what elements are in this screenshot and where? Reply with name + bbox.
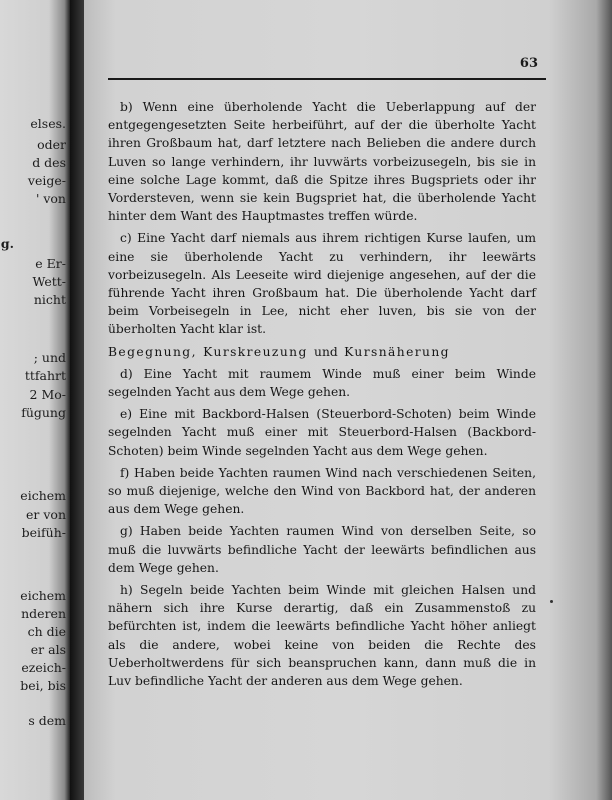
header-rule	[108, 78, 546, 80]
paragraph-b: b) Wenn eine überholende Yacht die Ueberlappung auf der entgegengesetzten Seite herbeiführt, auf der die überholte Yacht ihren Großbaum hat, darf letztere nach Belieben die andere durch Luven so lange verhindern, ihr luvwärts vorbeizusegeln, bis sie in eine solche Lage kommt, daß die Spitze ihres Bugspriets oder ihr Vordersteven, wenn sie kein Bugspriet hat, die überholende Yacht hinter dem Want des Hauptmastes treffen würde.	[108, 100, 536, 224]
left-fragment: 2 Mo-	[29, 387, 66, 402]
paragraph-f: f) Haben beide Yachten raumen Wind nach verschiedenen Seiten, so muß diejenige, welche den Wind von Backbord hat, der anderen aus dem Wege gehen.	[108, 465, 536, 517]
left-fragment: g.	[0, 236, 14, 251]
left-fragment: eichem	[20, 588, 66, 603]
left-fragment: oder	[37, 137, 66, 152]
left-page	[0, 0, 70, 800]
book-gutter	[70, 0, 84, 800]
paragraph-c: c) Eine Yacht darf niemals aus ihrem richtigen Kurse laufen, um eine sie überholende Yacht zu verhindern, ihr leewärts vorbeizusegeln. Als Leeseite wird diejenige angesehen, auf der die führende Yacht ihren Großbaum hat. Die überholende Yacht darf beim Vorbeisegeln in Lee, nicht eher luven, bis sie von der überholten Yacht klar ist.	[108, 231, 536, 337]
left-fragment: d des	[32, 155, 66, 170]
left-fragment: nderen	[21, 606, 66, 621]
left-fragment: bei, bis	[20, 678, 66, 693]
left-fragment: nicht	[33, 292, 66, 307]
left-fragment: s dem	[28, 713, 66, 728]
heading-part-1: Begegnung, Kurskreuzung	[108, 344, 308, 359]
left-fragment: Wett-	[32, 274, 66, 289]
left-fragment: veige-	[27, 173, 66, 188]
heading-part-2: Kursnäherung	[344, 344, 450, 359]
heading-connector: und	[314, 344, 338, 359]
left-fragment: beifüh-	[21, 525, 66, 540]
left-fragment: fügung	[21, 405, 66, 420]
left-fragment: e Er-	[35, 256, 66, 271]
paragraph-d: d) Eine Yacht mit raumem Winde muß einer beim Winde segelnden Yacht aus dem Wege gehen.	[108, 366, 536, 400]
left-fragment: ' von	[35, 191, 66, 206]
paragraph-e: e) Eine mit Backbord-Halsen (Steuerbord-Schoten) beim Winde segelnden Yacht muß einer mit Steuerbord-Halsen (Backbord-Schoten) beim Winde segelnden Yacht aus dem Wege gehen.	[108, 407, 536, 458]
left-fragment: ezeich-	[21, 660, 66, 675]
left-fragment: ; und	[33, 350, 66, 365]
left-fragment: ttfahrt	[24, 368, 66, 383]
left-fragment: eichem	[20, 488, 66, 503]
left-fragment: er von	[26, 507, 66, 522]
left-fragment: ch die	[27, 624, 66, 639]
paragraph-g: g) Haben beide Yachten raumen Wind von derselben Seite, so muß die luvwärts befindliche Yacht der leewärts befindlichen aus dem Wege gehen.	[108, 524, 536, 575]
page-number: 63	[519, 56, 538, 71]
paragraph-h: h) Segeln beide Yachten beim Winde mit gleichen Halsen und nähern sich ihre Kurse derartig, daß ein Zusammenstoß zu befürchten ist, indem die leewärts befindliche Yacht höher anliegt als die andere, wobei keine von beiden die Rechte des Ueberholtwerdens für sich beanspruchen kann, dann muß die in Luv befindliche Yacht der anderen aus dem Wege gehen.	[108, 583, 536, 689]
section-heading	[108, 343, 536, 361]
right-page	[84, 0, 612, 800]
left-fragment: er als	[30, 642, 66, 657]
ink-speck	[550, 600, 553, 603]
body-text	[108, 98, 536, 694]
left-fragment: elses.	[30, 116, 66, 131]
